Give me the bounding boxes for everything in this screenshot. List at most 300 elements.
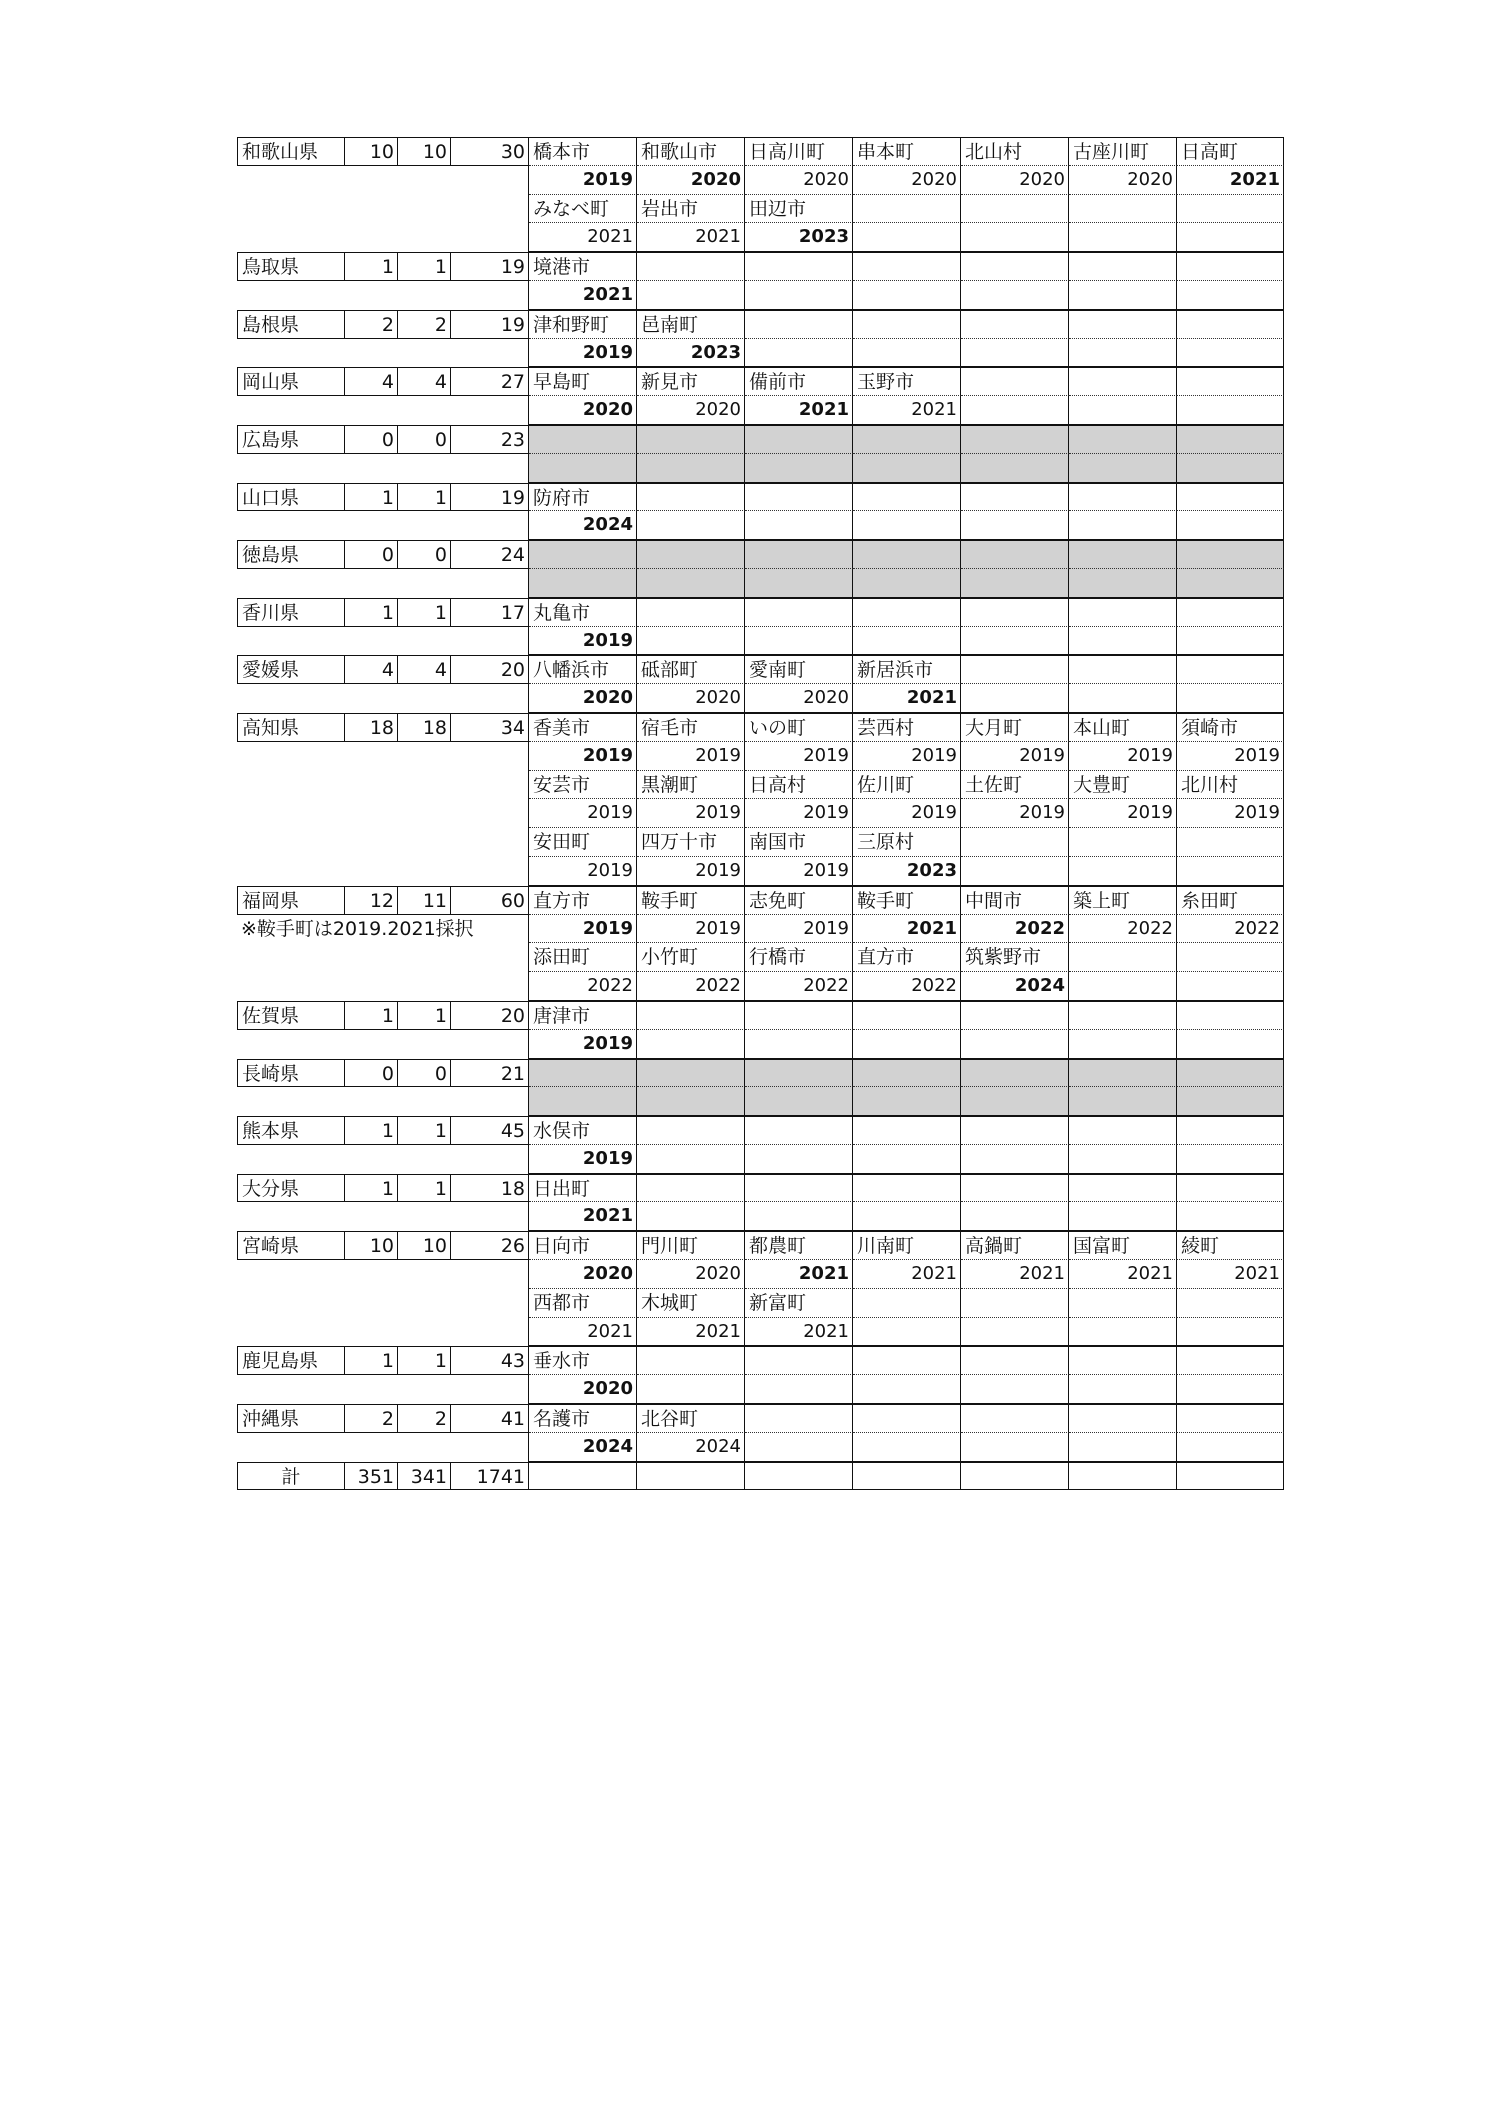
adoption-year: 2022 bbox=[853, 972, 961, 1001]
table-row bbox=[237, 1145, 1303, 1174]
adoption-year bbox=[961, 396, 1069, 425]
adoption-year bbox=[1069, 1318, 1177, 1347]
adoption-year: 2020 bbox=[529, 1375, 637, 1404]
adoption-year: 2021 bbox=[745, 1318, 853, 1347]
adoption-year: 2019 bbox=[1069, 799, 1177, 828]
table-row bbox=[237, 1202, 1303, 1231]
adoption-year: 2021 bbox=[745, 396, 853, 425]
municipality-name bbox=[961, 1404, 1069, 1433]
adoption-year bbox=[853, 511, 961, 540]
adoption-year bbox=[1177, 1145, 1284, 1174]
blank-cell bbox=[398, 828, 451, 857]
municipality-name: 新富町 bbox=[745, 1289, 853, 1318]
municipality-name bbox=[637, 540, 745, 569]
blank-cell bbox=[398, 511, 451, 540]
municipality-name bbox=[961, 252, 1069, 281]
count-1: 18 bbox=[345, 713, 398, 742]
municipality-name: 行橋市 bbox=[745, 943, 853, 972]
blank-cell bbox=[451, 1375, 529, 1404]
prefecture-name: 鹿児島県 bbox=[237, 1346, 345, 1375]
municipality-name bbox=[961, 1289, 1069, 1318]
municipality-name bbox=[1069, 540, 1177, 569]
municipality-name: 防府市 bbox=[529, 483, 637, 512]
adoption-year: 2019 bbox=[961, 742, 1069, 771]
adoption-year: 2019 bbox=[961, 799, 1069, 828]
municipality-name bbox=[745, 1404, 853, 1433]
blank-cell bbox=[237, 943, 345, 972]
municipality-name: 須崎市 bbox=[1177, 713, 1284, 742]
prefecture-name: 長崎県 bbox=[237, 1059, 345, 1088]
count-2: 2 bbox=[398, 1404, 451, 1433]
blank-cell bbox=[398, 223, 451, 252]
municipality-name bbox=[961, 310, 1069, 339]
count-2: 1 bbox=[398, 1174, 451, 1203]
blank-cell bbox=[237, 195, 345, 224]
adoption-year bbox=[1177, 972, 1284, 1001]
blank-cell bbox=[398, 972, 451, 1001]
blank-cell bbox=[398, 1375, 451, 1404]
municipality-name: 糸田町 bbox=[1177, 886, 1284, 915]
count-2: 1 bbox=[398, 1346, 451, 1375]
municipality-name bbox=[961, 1116, 1069, 1145]
municipality-name bbox=[961, 425, 1069, 454]
table-row bbox=[237, 367, 1303, 396]
blank-cell bbox=[345, 742, 398, 771]
adoption-year bbox=[1069, 454, 1177, 483]
municipality-name: 佐川町 bbox=[853, 771, 961, 800]
adoption-year bbox=[853, 223, 961, 252]
adoption-year bbox=[1069, 223, 1177, 252]
municipality-name bbox=[1177, 540, 1284, 569]
blank-cell bbox=[451, 1289, 529, 1318]
table-row bbox=[237, 828, 1303, 857]
adoption-year bbox=[961, 1433, 1069, 1462]
blank-cell bbox=[345, 569, 398, 598]
table-row bbox=[237, 598, 1303, 627]
municipality-name bbox=[1177, 828, 1284, 857]
municipality-name bbox=[745, 425, 853, 454]
municipality-name bbox=[1177, 195, 1284, 224]
municipality-name: 土佐町 bbox=[961, 771, 1069, 800]
municipality-name: 日向市 bbox=[529, 1231, 637, 1260]
municipality-name: 直方市 bbox=[853, 943, 961, 972]
adoption-year bbox=[853, 281, 961, 310]
count-1: 1 bbox=[345, 598, 398, 627]
blank-cell bbox=[237, 223, 345, 252]
municipality-name: 西都市 bbox=[529, 1289, 637, 1318]
adoption-year: 2019 bbox=[853, 742, 961, 771]
blank-cell bbox=[398, 684, 451, 713]
blank-cell bbox=[451, 396, 529, 425]
blank-cell bbox=[398, 1030, 451, 1059]
municipality-name: 高鍋町 bbox=[961, 1231, 1069, 1260]
count-1: 1 bbox=[345, 1174, 398, 1203]
municipality-name bbox=[637, 1346, 745, 1375]
blank-cell bbox=[398, 799, 451, 828]
count-1: 2 bbox=[345, 1404, 398, 1433]
adoption-year bbox=[529, 1087, 637, 1116]
municipality-name bbox=[745, 310, 853, 339]
count-2: 1 bbox=[398, 1001, 451, 1030]
municipality-name bbox=[1177, 425, 1284, 454]
municipality-name: 中間市 bbox=[961, 886, 1069, 915]
table-row bbox=[237, 1404, 1303, 1433]
blank-cell bbox=[345, 771, 398, 800]
municipality-name: 水俣市 bbox=[529, 1116, 637, 1145]
adoption-year bbox=[745, 1433, 853, 1462]
count-3: 19 bbox=[451, 252, 529, 281]
municipality-name bbox=[1069, 1404, 1177, 1433]
count-3: 30 bbox=[451, 137, 529, 166]
adoption-year: 2019 bbox=[529, 166, 637, 195]
adoption-year: 2021 bbox=[853, 915, 961, 944]
municipality-name bbox=[1177, 367, 1284, 396]
adoption-year bbox=[1069, 1145, 1177, 1174]
municipality-name: 宿毛市 bbox=[637, 713, 745, 742]
blank-cell bbox=[451, 166, 529, 195]
municipality-name bbox=[637, 1174, 745, 1203]
table-row bbox=[237, 569, 1303, 598]
adoption-year bbox=[1177, 1375, 1284, 1404]
blank-cell bbox=[237, 339, 345, 368]
count-1: 1 bbox=[345, 252, 398, 281]
municipality-name bbox=[961, 828, 1069, 857]
total-label: 計 bbox=[237, 1462, 345, 1491]
blank-cell bbox=[398, 915, 451, 944]
blank-cell bbox=[451, 1030, 529, 1059]
count-1: 1 bbox=[345, 483, 398, 512]
municipality-name bbox=[745, 540, 853, 569]
blank-cell bbox=[237, 1433, 345, 1462]
municipality-name: 垂水市 bbox=[529, 1346, 637, 1375]
blank-cell bbox=[451, 223, 529, 252]
municipality-name bbox=[1177, 1346, 1284, 1375]
municipality-name bbox=[961, 1059, 1069, 1088]
adoption-year bbox=[1069, 339, 1177, 368]
municipality-name bbox=[1069, 1346, 1177, 1375]
count-3: 27 bbox=[451, 367, 529, 396]
table-row bbox=[237, 1030, 1303, 1059]
municipality-name bbox=[637, 598, 745, 627]
count-2: 0 bbox=[398, 425, 451, 454]
municipality-name bbox=[1069, 655, 1177, 684]
municipality-name bbox=[745, 1346, 853, 1375]
municipality-name bbox=[1069, 483, 1177, 512]
adoption-year bbox=[637, 1375, 745, 1404]
municipality-name: 北川村 bbox=[1177, 771, 1284, 800]
count-1: 10 bbox=[345, 137, 398, 166]
adoption-year: 2022 bbox=[745, 972, 853, 1001]
blank-cell bbox=[237, 396, 345, 425]
blank-cell bbox=[237, 569, 345, 598]
municipality-name: 都農町 bbox=[745, 1231, 853, 1260]
municipality-name: 本山町 bbox=[1069, 713, 1177, 742]
prefecture-name: 宮崎県 bbox=[237, 1231, 345, 1260]
blank-cell bbox=[398, 627, 451, 656]
adoption-year bbox=[853, 454, 961, 483]
adoption-year bbox=[1177, 1433, 1284, 1462]
adoption-year bbox=[1069, 511, 1177, 540]
blank-cell bbox=[345, 166, 398, 195]
municipality-name bbox=[529, 1059, 637, 1088]
prefecture-name: 広島県 bbox=[237, 425, 345, 454]
blank-cell bbox=[345, 281, 398, 310]
municipality-name bbox=[1177, 1116, 1284, 1145]
table-row bbox=[237, 886, 1303, 915]
municipality-name bbox=[853, 1116, 961, 1145]
municipality-name bbox=[1069, 425, 1177, 454]
table-row bbox=[237, 1433, 1303, 1462]
count-2: 4 bbox=[398, 655, 451, 684]
municipality-name bbox=[853, 1346, 961, 1375]
adoption-year: 2020 bbox=[637, 1260, 745, 1289]
adoption-year: 2022 bbox=[1069, 915, 1177, 944]
blank-cell bbox=[237, 1375, 345, 1404]
count-2: 1 bbox=[398, 1116, 451, 1145]
adoption-year: 2019 bbox=[1177, 799, 1284, 828]
municipality-name bbox=[1069, 252, 1177, 281]
blank-cell bbox=[398, 339, 451, 368]
adoption-year: 2024 bbox=[961, 972, 1069, 1001]
adoption-year: 2022 bbox=[637, 972, 745, 1001]
municipality-name: 日高川町 bbox=[745, 137, 853, 166]
municipality-name bbox=[961, 1346, 1069, 1375]
municipality-name bbox=[745, 598, 853, 627]
adoption-year bbox=[961, 1145, 1069, 1174]
municipality-name: 北谷町 bbox=[637, 1404, 745, 1433]
blank-cell bbox=[398, 1145, 451, 1174]
adoption-year: 2021 bbox=[745, 1260, 853, 1289]
prefecture-name: 高知県 bbox=[237, 713, 345, 742]
adoption-year bbox=[1177, 281, 1284, 310]
table-row bbox=[237, 1001, 1303, 1030]
blank-cell bbox=[237, 742, 345, 771]
municipality-name bbox=[853, 598, 961, 627]
count-3: 60 bbox=[451, 886, 529, 915]
count-2: 10 bbox=[398, 137, 451, 166]
table-row bbox=[237, 511, 1303, 540]
blank-cell bbox=[345, 1375, 398, 1404]
table-row bbox=[237, 857, 1303, 886]
prefecture-name: 和歌山県 bbox=[237, 137, 345, 166]
municipality-name bbox=[1069, 1001, 1177, 1030]
blank-cell bbox=[451, 1433, 529, 1462]
municipality-name bbox=[961, 195, 1069, 224]
adoption-year: 2019 bbox=[1069, 742, 1177, 771]
adoption-year bbox=[1177, 339, 1284, 368]
adoption-year bbox=[745, 1202, 853, 1231]
municipality-name: 香美市 bbox=[529, 713, 637, 742]
count-1: 1 bbox=[345, 1346, 398, 1375]
adoption-year bbox=[961, 857, 1069, 886]
adoption-year bbox=[1177, 627, 1284, 656]
blank-cell bbox=[345, 828, 398, 857]
municipality-name: 日高村 bbox=[745, 771, 853, 800]
municipality-name: 田辺市 bbox=[745, 195, 853, 224]
adoption-year bbox=[1177, 1318, 1284, 1347]
count-2: 0 bbox=[398, 1059, 451, 1088]
blank-cell bbox=[237, 799, 345, 828]
adoption-year bbox=[1069, 1087, 1177, 1116]
adoption-year: 2020 bbox=[853, 166, 961, 195]
count-2: 18 bbox=[398, 713, 451, 742]
adoption-year: 2020 bbox=[529, 396, 637, 425]
adoption-year: 2020 bbox=[637, 684, 745, 713]
adoption-year: 2023 bbox=[637, 339, 745, 368]
count-1: 10 bbox=[345, 1231, 398, 1260]
count-3: 23 bbox=[451, 425, 529, 454]
blank-cell bbox=[637, 1462, 745, 1491]
adoption-year bbox=[745, 1375, 853, 1404]
adoption-year bbox=[1177, 857, 1284, 886]
municipality-name: 志免町 bbox=[745, 886, 853, 915]
municipality-name bbox=[745, 1116, 853, 1145]
blank-cell bbox=[451, 742, 529, 771]
blank-cell bbox=[398, 943, 451, 972]
adoption-year bbox=[961, 1375, 1069, 1404]
table-row bbox=[237, 483, 1303, 512]
adoption-year bbox=[529, 569, 637, 598]
adoption-year bbox=[1069, 857, 1177, 886]
municipality-name bbox=[1177, 252, 1284, 281]
municipality-name: 八幡浜市 bbox=[529, 655, 637, 684]
adoption-year: 2021 bbox=[1177, 1260, 1284, 1289]
adoption-year: 2021 bbox=[529, 281, 637, 310]
blank-cell bbox=[237, 454, 345, 483]
count-1: 2 bbox=[345, 310, 398, 339]
municipality-name: 北山村 bbox=[961, 137, 1069, 166]
prefecture-name: 熊本県 bbox=[237, 1116, 345, 1145]
blank-cell bbox=[398, 857, 451, 886]
adoption-year: 2019 bbox=[529, 1145, 637, 1174]
adoption-year bbox=[1177, 454, 1284, 483]
municipality-name: 安田町 bbox=[529, 828, 637, 857]
municipality-name bbox=[637, 483, 745, 512]
adoption-year bbox=[637, 1202, 745, 1231]
table-row bbox=[237, 713, 1303, 742]
municipality-name bbox=[961, 1174, 1069, 1203]
municipality-name: 四万十市 bbox=[637, 828, 745, 857]
adoption-year bbox=[1069, 1030, 1177, 1059]
blank-cell bbox=[398, 1260, 451, 1289]
municipality-name bbox=[853, 1174, 961, 1203]
municipality-name bbox=[961, 655, 1069, 684]
table-row bbox=[237, 684, 1303, 713]
adoption-year: 2022 bbox=[961, 915, 1069, 944]
municipality-name: 直方市 bbox=[529, 886, 637, 915]
municipality-name: 日出町 bbox=[529, 1174, 637, 1203]
municipality-name: 日高町 bbox=[1177, 137, 1284, 166]
blank-cell bbox=[398, 454, 451, 483]
prefecture-name: 岡山県 bbox=[237, 367, 345, 396]
adoption-year: 2019 bbox=[853, 799, 961, 828]
adoption-year bbox=[1069, 1202, 1177, 1231]
municipality-name bbox=[637, 1059, 745, 1088]
adoption-year: 2019 bbox=[637, 799, 745, 828]
blank-cell bbox=[451, 1145, 529, 1174]
count-3: 20 bbox=[451, 1001, 529, 1030]
count-1: 0 bbox=[345, 1059, 398, 1088]
municipality-name bbox=[853, 1289, 961, 1318]
municipality-name bbox=[961, 540, 1069, 569]
table-row bbox=[237, 223, 1303, 252]
count-2: 1 bbox=[398, 252, 451, 281]
adoption-year bbox=[1069, 684, 1177, 713]
adoption-year bbox=[637, 281, 745, 310]
blank-cell bbox=[237, 1202, 345, 1231]
adoption-year: 2019 bbox=[745, 915, 853, 944]
municipality-name bbox=[1177, 1059, 1284, 1088]
adoption-year bbox=[1177, 1087, 1284, 1116]
blank-cell bbox=[237, 1087, 345, 1116]
blank-cell bbox=[237, 1145, 345, 1174]
adoption-year bbox=[961, 627, 1069, 656]
blank-cell bbox=[398, 166, 451, 195]
table-row bbox=[237, 943, 1303, 972]
count-3: 19 bbox=[451, 483, 529, 512]
adoption-year bbox=[745, 339, 853, 368]
count-2: 2 bbox=[398, 310, 451, 339]
municipality-name bbox=[637, 1001, 745, 1030]
blank-cell bbox=[345, 339, 398, 368]
blank-cell bbox=[345, 1260, 398, 1289]
municipality-name bbox=[853, 310, 961, 339]
municipality-name: 筑紫野市 bbox=[961, 943, 1069, 972]
municipality-name bbox=[853, 1059, 961, 1088]
adoption-year bbox=[1069, 569, 1177, 598]
table-row bbox=[237, 1174, 1303, 1203]
municipality-name: 津和野町 bbox=[529, 310, 637, 339]
table-row bbox=[237, 425, 1303, 454]
blank-cell bbox=[237, 915, 474, 944]
municipality-name: 橋本市 bbox=[529, 137, 637, 166]
blank-cell bbox=[345, 857, 398, 886]
municipality-name bbox=[1177, 1174, 1284, 1203]
blank-cell bbox=[345, 454, 398, 483]
count-3: 19 bbox=[451, 310, 529, 339]
municipality-name: 岩出市 bbox=[637, 195, 745, 224]
table-row bbox=[237, 166, 1303, 195]
municipality-name: 木城町 bbox=[637, 1289, 745, 1318]
blank-cell bbox=[345, 195, 398, 224]
adoption-year bbox=[961, 569, 1069, 598]
adoption-year bbox=[853, 1030, 961, 1059]
adoption-year bbox=[1069, 396, 1177, 425]
table-row bbox=[237, 195, 1303, 224]
municipality-name: 愛南町 bbox=[745, 655, 853, 684]
municipality-name bbox=[637, 252, 745, 281]
table-row bbox=[237, 540, 1303, 569]
municipality-name bbox=[529, 425, 637, 454]
blank-cell bbox=[237, 1289, 345, 1318]
blank-cell bbox=[237, 1318, 345, 1347]
blank-cell bbox=[961, 1462, 1069, 1491]
blank-cell bbox=[237, 511, 345, 540]
blank-cell bbox=[451, 1202, 529, 1231]
adoption-year bbox=[745, 1087, 853, 1116]
adoption-year: 2019 bbox=[637, 857, 745, 886]
adoption-year bbox=[637, 569, 745, 598]
municipality-name: 早島町 bbox=[529, 367, 637, 396]
municipality-name bbox=[1069, 828, 1177, 857]
adoption-year bbox=[1177, 511, 1284, 540]
blank-cell bbox=[1069, 1462, 1177, 1491]
count-3: 24 bbox=[451, 540, 529, 569]
adoption-year: 2020 bbox=[529, 1260, 637, 1289]
blank-cell bbox=[237, 627, 345, 656]
municipality-name: 門川町 bbox=[637, 1231, 745, 1260]
blank-cell bbox=[345, 1289, 398, 1318]
